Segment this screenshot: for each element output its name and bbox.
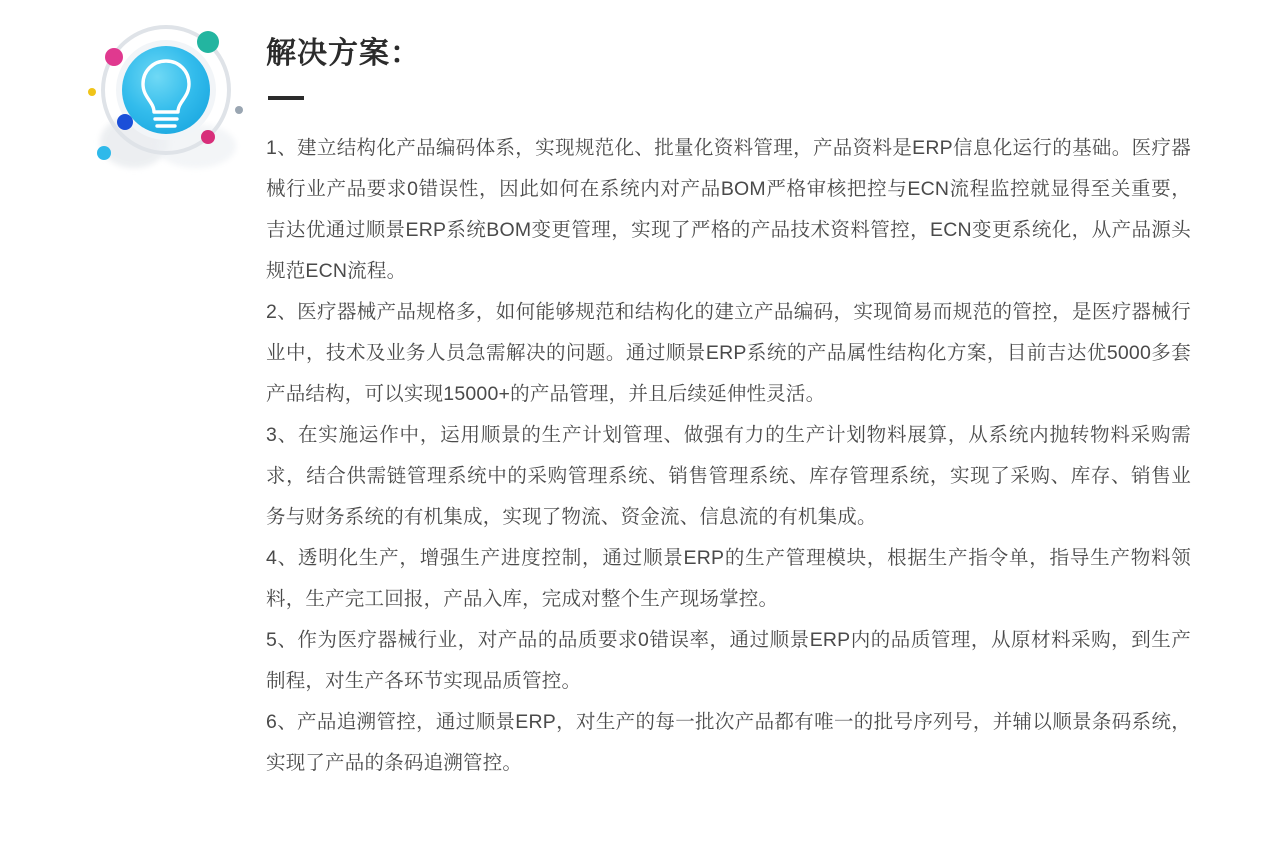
page-title: 解决方案： — [266, 37, 421, 70]
solution-paragraph: 6、产品追溯管控，通过顺景ERP，对生产的每一批次产品都有唯一的批号序列号，并辅以顺景条码系统，实现了产品的条码追溯管控。 — [266, 711, 1191, 774]
solution-paragraph: 1、建立结构化产品编码体系，实现规范化、批量化资料管理，产品资料是ERP信息化运行的基础。医疗器械行业产品要求0错误性，因此如何在系统内对产品BOM严格审核把控与ECN流程监控就显得至关重要，吉达优通过顺景ERP系统BOM变更管理，实现了严格的产品技术资料管控，ECN变更系统化，从产品源头规范ECN流程。 — [266, 137, 1191, 282]
title-underline — [268, 96, 304, 100]
solution-paragraph: 5、作为医疗器械行业，对产品的品质要求0错误率，通过顺景ERP内的品质管理，从原材料采购，到生产制程，对生产各环节实现品质管控。 — [266, 629, 1191, 692]
solution-paragraph: 2、医疗器械产品规格多，如何能够规范和结构化的建立产品编码，实现简易而规范的管控，是医疗器械行业中，技术及业务人员急需解决的问题。通过顺景ERP系统的产品属性结构化方案，目前吉达优5000多套产品结构，可以实现15000+的产品管理，并且后续延伸性灵活。 — [266, 301, 1191, 405]
solution-paragraph: 3、在实施运作中，运用顺景的生产计划管理、做强有力的生产计划物料展算，从系统内抛转物料采购需求，结合供需链管理系统中的采购管理系统、销售管理系统、库存管理系统，实现了采购、库存、销售业务与财务系统的有机集成，实现了物流、资金流、信息流的有机集成。 — [266, 424, 1191, 528]
solution-paragraph-list — [266, 128, 1191, 784]
content-column — [266, 36, 1191, 784]
solution-paragraph: 4、透明化生产，增强生产进度控制，通过顺景ERP的生产管理模块，根据生产指令单，指导生产物料领料，生产完工回报，产品入库，完成对整个生产现场掌控。 — [266, 547, 1191, 610]
lightbulb-icon — [68, 14, 258, 184]
